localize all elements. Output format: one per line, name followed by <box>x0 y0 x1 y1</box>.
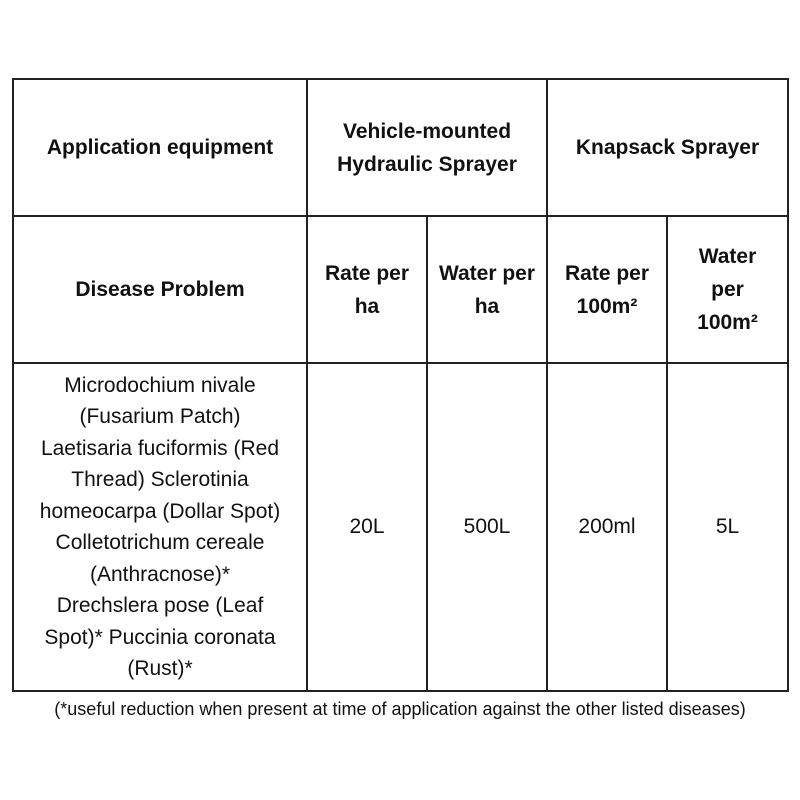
water-per-ha-value: 500L <box>427 363 547 691</box>
disease-line: (Rust)* <box>127 657 193 680</box>
equipment-header-row <box>13 79 788 216</box>
disease-line: homeocarpa (Dollar Spot) <box>39 499 281 523</box>
application-rates-table <box>12 78 789 692</box>
footnote: (*useful reduction when present at time of application against the other listed diseases) <box>54 699 746 719</box>
rate-per-ha-header: Rate per ha <box>307 216 427 363</box>
knapsack-sprayer-header: Knapsack Sprayer <box>547 79 788 216</box>
vehicle-sprayer-header: Vehicle-mounted Hydraulic Sprayer <box>307 79 547 216</box>
water-per-100m2-header: Water per 100m² <box>667 216 788 363</box>
column-header-row <box>13 216 788 363</box>
disease-list-cell <box>13 363 307 691</box>
table-row <box>13 363 788 691</box>
rate-per-100m2-value: 200ml <box>547 363 667 691</box>
disease-line: Spot)* Puccinia coronata <box>44 625 276 649</box>
disease-line: (Anthracnose)* <box>89 562 231 586</box>
rate-per-ha-value: 20L <box>307 363 427 691</box>
disease-line: (Fusarium Patch) <box>79 405 241 428</box>
water-per-ha-header: Water per ha <box>427 216 547 363</box>
disease-line: Colletotrichum cereale <box>55 531 265 554</box>
water-per-100m2-value: 5L <box>667 363 788 691</box>
disease-line: Microdochium nivale <box>64 373 256 397</box>
disease-line: Laetisaria fuciformis (Red <box>40 436 280 460</box>
disease-line: Thread) Sclerotinia <box>71 468 249 491</box>
disease-line: Drechslera pose (Leaf <box>56 594 264 617</box>
rate-per-100m2-header: Rate per 100m² <box>547 216 667 363</box>
disease-problem-header: Disease Problem <box>13 216 307 363</box>
application-equipment-header: Application equipment <box>13 79 307 216</box>
